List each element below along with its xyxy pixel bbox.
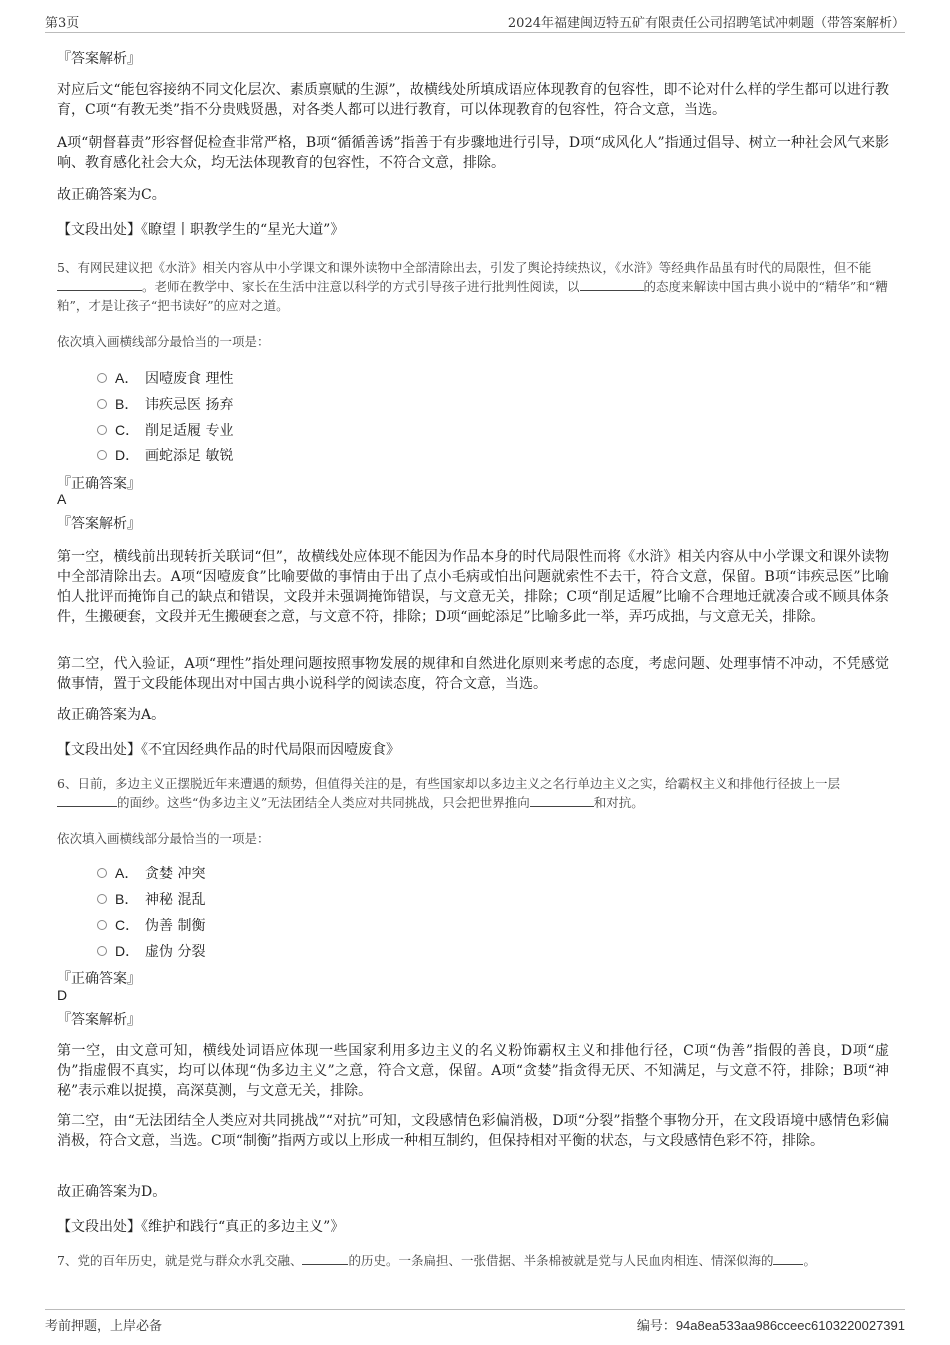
q6-answer: D xyxy=(57,987,68,1003)
q7-stem-b: 的历史。一条扁担、一张借据、半条棉被就是党与人民血肉相连、情深似海的 xyxy=(348,1253,774,1268)
q5-stem-b1: 但不能 xyxy=(833,260,872,275)
q6-analysis-p1: 第一空，由文意可知，横线处词语应体现一些国家利用多边主义的名义粉饰霸权主义和排他行径，C项“伪善”指假的善良，D项“虚伪”指虚假不真实，均可以体现“伪多边主义”之意，符合文意，保留。A项“贪婪”指贪得无厌、不知满足，与文意不符，排除；B项“神秘”表示难以捉摸，高深莫测，与文意无关，排除。 xyxy=(57,1043,889,1099)
page-footer xyxy=(45,1309,905,1334)
q6-analysis-p2: 第二空，由“无法团结全人类应对共同挑战”“对抗”可知，文段感情色彩偏消极，D项“分裂”指整个事物分开，在文段语境中感情色彩偏消极，符合文意，当选。C项“制衡”指两方或以上形成一种相互制约，但保持相对平衡的状态，与文段感情色彩不符，排除。 xyxy=(57,1113,889,1149)
q5-analysis-p2: 第二空，代入验证，A项“理性”指处理问题按照事物发展的规律和自然进化原则来考虑的态度，考虑问题、处理事情不冲动，不凭感觉做事情，置于文段能体现出对中国古典小说科学的阅读态度，符合文意，当选。 xyxy=(57,656,889,692)
q6-source: 【文段出处】《维护和践行“真正的多边主义”》 xyxy=(57,1219,345,1235)
q5-answer: A xyxy=(57,491,67,507)
q6-option-d[interactable]: D． 虚伪 分裂 xyxy=(97,941,205,961)
q4-conclusion: 故正确答案为C。 xyxy=(57,187,166,203)
blank-line xyxy=(302,1252,348,1265)
q5-option-a[interactable]: A． 因噎废食 理性 xyxy=(97,368,233,388)
q5-prompt: 依次填入画横线部分最恰当的一项是： xyxy=(57,334,270,349)
q4-analysis-p2: A项“朝督暮责”形容督促检查非常严格，B项“循循善诱”指善于有步骤地进行引导，D项“成风化人”指通过倡导、树立一种社会风气来影响、教育感化社会大众，均无法体现教育的包容性，不符合文意，排除。 xyxy=(57,135,889,171)
footer-slogan: 考前押题，上岸必备 xyxy=(45,1319,163,1334)
blank-line xyxy=(773,1252,803,1265)
q7-stem xyxy=(57,1251,897,1270)
page-number: 第3页 xyxy=(45,16,80,31)
blank-line xyxy=(580,278,644,291)
radio-icon[interactable] xyxy=(97,399,107,409)
q5-option-b[interactable]: B． 讳疾忌医 扬弃 xyxy=(97,394,233,414)
radio-icon[interactable] xyxy=(97,868,107,878)
q4-analysis-label: 『答案解析』 xyxy=(57,51,141,67)
q5-stem-b2: 。老师在教学中、家长在生活中注意以科学的方式引导孩子进行批判性阅读，以 xyxy=(142,279,580,294)
q5-stem-c: 中的“精华”和“糟粕”，才是让孩子“把书读好”的应对之道。 xyxy=(57,279,888,313)
q6-answer-label: 『正确答案』 xyxy=(57,971,141,987)
blank-line xyxy=(57,278,142,291)
radio-icon[interactable] xyxy=(97,373,107,383)
radio-icon[interactable] xyxy=(97,425,107,435)
page-header xyxy=(45,10,905,33)
radio-icon[interactable] xyxy=(97,920,107,930)
blank-line xyxy=(57,794,117,807)
q4-analysis-p1: 对应后文“能包容接纳不同文化层次、素质禀赋的生源”，故横线处所填成语应体现教育的包容性，即不论对什么样的学生都可以进行教育，C项“有教无类”指不分贵贱贤愚，对各类人都可以进行教育，可以体现教育的包容性，符合文意，当选。 xyxy=(57,82,889,118)
q6-prompt: 依次填入画横线部分最恰当的一项是： xyxy=(57,831,270,846)
q5-option-c[interactable]: C． 削足适履 专业 xyxy=(97,420,233,440)
radio-icon[interactable] xyxy=(97,450,107,460)
q6-conclusion: 故正确答案为D。 xyxy=(57,1184,167,1200)
radio-icon[interactable] xyxy=(97,894,107,904)
document-code: 编号：94a8ea533aa986cceec6103220027391 xyxy=(636,1318,905,1333)
q6-option-a[interactable]: A． 贪婪 冲突 xyxy=(97,863,205,883)
q5-source: 【文段出处】《不宜因经典作品的时代局限而因噎废食》 xyxy=(57,742,400,758)
q5-stem-b3: 的态度来解读中国古典小说 xyxy=(643,279,794,294)
blank-line xyxy=(530,794,594,807)
q4-source: 【文段出处】《瞭望丨职教学生的“星光大道”》 xyxy=(57,222,345,238)
q6-option-b[interactable]: B． 神秘 混乱 xyxy=(97,889,205,909)
q5-conclusion: 故正确答案为A。 xyxy=(57,707,166,723)
q6-stem-b1: 的面纱。这些“伪多边主义”无法团结全人类应对共同挑战，只会把世界推向 xyxy=(117,795,530,810)
q6-stem xyxy=(57,774,897,812)
q6-stem-a: 6、日前，多边主义正摆脱近年来遭遇的颓势，但值得关注的是，有些国家却以多边主义之名行单边主义之实，给霸权主义和排他行径披上一层 xyxy=(57,776,840,791)
document-title: 2024年福建闽迈特五矿有限责任公司招聘笔试冲刺题（带答案解析） xyxy=(507,16,905,31)
q5-analysis-label: 『答案解析』 xyxy=(57,516,141,532)
q5-option-d[interactable]: D． 画蛇添足 敏锐 xyxy=(97,445,233,465)
q7-stem-c: 。 xyxy=(803,1253,816,1268)
q5-answer-label: 『正确答案』 xyxy=(57,476,141,492)
radio-icon[interactable] xyxy=(97,946,107,956)
q7-stem-a: 7、党的百年历史，就是党与群众水乳交融、 xyxy=(57,1253,303,1268)
q6-option-c[interactable]: C． 伪善 制衡 xyxy=(97,915,205,935)
q6-stem-b2: 和对抗。 xyxy=(593,795,644,810)
q5-stem xyxy=(57,258,897,315)
q5-stem-a: 5、有网民建议把《水浒》相关内容从中小学课文和课外读物中全部清除出去，引发了舆论持续热议，《水浒》等经典作品虽有时代的局限性， xyxy=(57,260,834,275)
q6-analysis-label: 『答案解析』 xyxy=(57,1012,141,1028)
q5-analysis-p1: 第一空，横线前出现转折关联词“但”，故横线处应体现不能因为作品本身的时代局限性而将《水浒》相关内容从中小学课文和课外读物中全部清除出去。A项“因噎废食”比喻要做的事情由于出了点小毛病或怕出问题就索性不去干，符合文意，保留。B项“讳疾忌医”比喻怕人批评而掩饰自己的缺点和错误，文段并未强调掩饰错误，与文意无关，排除；C项“削足适履”比喻不合理地迁就凑合或不顾具体条件，生搬硬套，文段并无生搬硬套之意，与文意不符，排除；D项“画蛇添足”比喻多此一举，弄巧成拙，与文意无关，排除。 xyxy=(57,549,889,625)
